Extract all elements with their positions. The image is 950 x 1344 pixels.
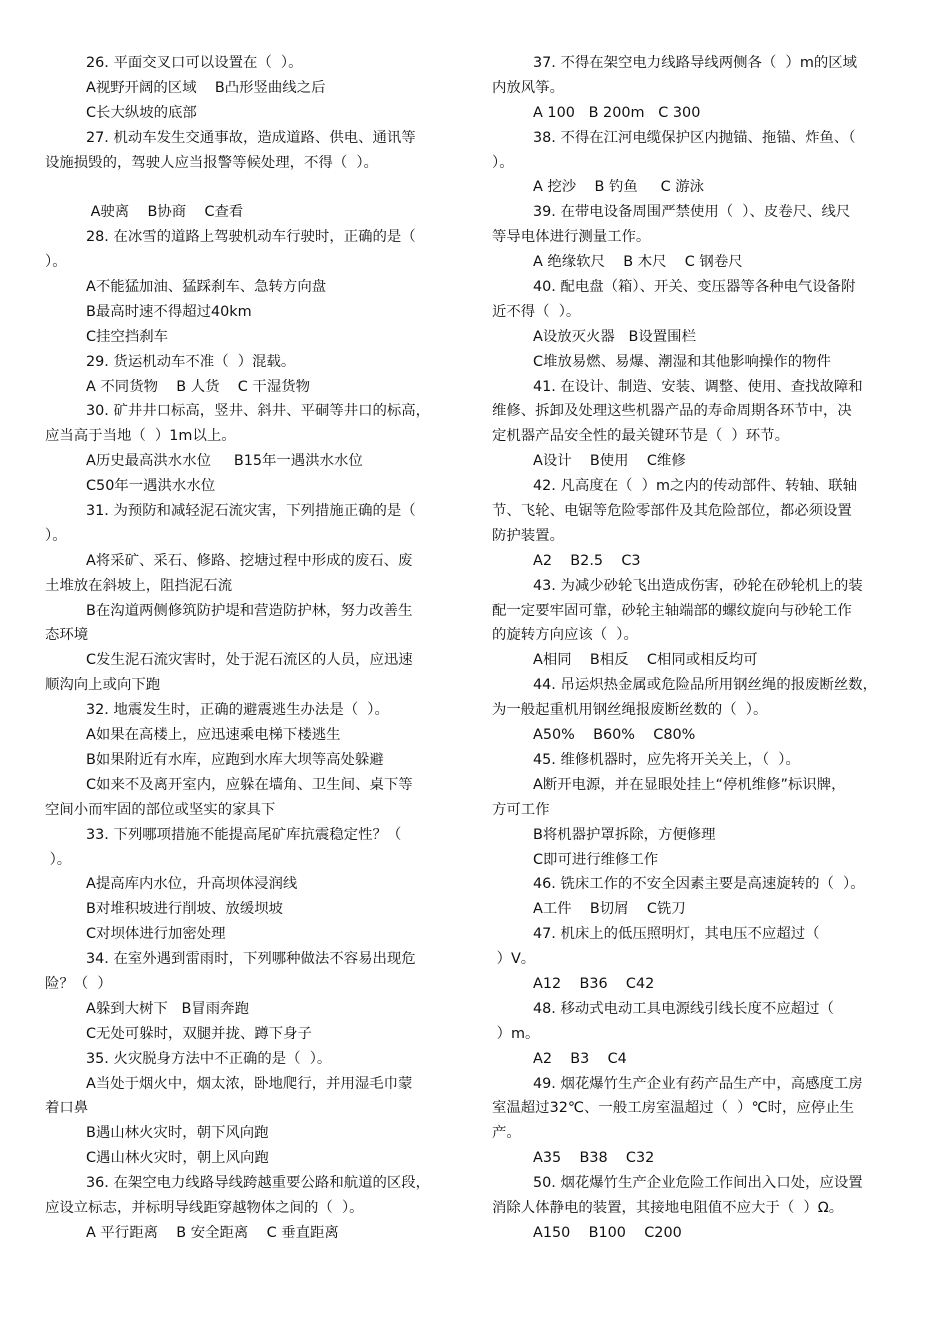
text-line: 48. 移动式电动工具电源线引线长度不应超过（ xyxy=(533,1000,834,1017)
text-line: 27. 机动车发生交通事故，造成道路、供电、通讯等 xyxy=(86,129,416,146)
text-line xyxy=(45,175,468,200)
text-line: A 挖沙 B 钓鱼 C 游泳 xyxy=(533,179,705,196)
text-line: A 绝缘软尺 B 木尺 C 钢卷尺 xyxy=(533,254,743,271)
text-line: 29. 货运机动车不准（ ）混载。 xyxy=(86,353,296,370)
text-line: C堆放易燃、易爆、潮湿和其他影响操作的物件 xyxy=(533,353,831,370)
text-line: ）V。 xyxy=(492,951,536,968)
text-line: A35 B38 C32 xyxy=(533,1150,655,1167)
text-line: 33. 下列哪项措施不能提高尾矿库抗震稳定性？（ xyxy=(86,826,402,843)
text-line: A工件 B切屑 C铣刀 xyxy=(533,901,686,918)
text-line: C50年一遇洪水水位 xyxy=(86,478,216,495)
text-line: 应设立标志，并标明导线距穿越物体之间的（ ）。 xyxy=(45,1199,364,1216)
text-line: 消除人体静电的装置，其接地电阻值不应大于（ ）Ω。 xyxy=(492,1199,844,1216)
text-line: 空间小而牢固的部位或坚实的家具下 xyxy=(45,801,276,818)
text-line: 方可工作 xyxy=(492,801,550,818)
text-line: 产。 xyxy=(492,1125,521,1142)
text-line: B在沟道两侧修筑防护堤和营造防护林，努力改善生 xyxy=(86,602,413,619)
text-line: A历史最高洪水水位 B15年一遇洪水水位 xyxy=(86,453,363,470)
text-line: A12 B36 C42 xyxy=(533,975,655,992)
text-line: A2 B2.5 C3 xyxy=(533,552,641,569)
text-line: C即可进行维修工作 xyxy=(533,851,659,868)
text-line: 49. 烟花爆竹生产企业有药产品生产中，高感度工房 xyxy=(533,1075,863,1092)
text-line: A驶离 B协商 C查看 xyxy=(86,204,244,221)
text-line: A当处于烟火中，烟太浓，卧地爬行，并用湿毛巾蒙 xyxy=(86,1075,413,1092)
text-line: 的旋转方向应该（ ）。 xyxy=(492,627,638,644)
text-line: ）。 xyxy=(45,851,72,868)
text-line: 室温超过32℃、一般工房室温超过（ ）℃时，应停止生 xyxy=(492,1100,854,1117)
text-line: ）。 xyxy=(45,254,67,271)
text-line: 配一定要牢固可靠，砂轮主轴端部的螺纹旋向与砂轮工作 xyxy=(492,602,852,619)
text-line: 定机器产品安全性的最关键环节是（ ）环节。 xyxy=(492,428,789,445)
text-line: ）。 xyxy=(492,154,514,171)
text-line: 土堆放在斜坡上，阻挡泥石流 xyxy=(45,577,233,594)
text-line: 42. 凡高度在（ ）m之内的传动部件、转轴、联轴 xyxy=(533,478,858,495)
text-line: 为一般起重机用钢丝绳报废断丝数的（ ）。 xyxy=(492,702,768,719)
text-line: C对坝体进行加密处理 xyxy=(86,926,226,943)
right-column xyxy=(492,51,915,1246)
text-line: ）m。 xyxy=(492,1025,540,1042)
text-line: C长大纵坡的底部 xyxy=(86,104,197,121)
text-line: 40. 配电盘（箱）、开关、变压器等各种电气设备附 xyxy=(533,279,856,296)
text-line: C遇山林火灾时，朝上风向跑 xyxy=(86,1150,269,1167)
text-line: C挂空挡刹车 xyxy=(86,328,169,345)
text-line: 38. 不得在江河电缆保护区内抛锚、拖锚、炸鱼、（ xyxy=(533,129,856,146)
text-line: B如果附近有水库，应跑到水库大坝等高处躲避 xyxy=(86,751,384,768)
text-line: A视野开阔的区域 B凸形竖曲线之后 xyxy=(86,79,326,96)
text-line: 险？（ ） xyxy=(45,975,112,992)
text-line: 43. 为减少砂轮飞出造成伤害，砂轮在砂轮机上的装 xyxy=(533,577,863,594)
text-line: 37. 不得在架空电力线路导线两侧各（ ）m的区域 xyxy=(533,55,858,71)
text-line: ）。 xyxy=(45,527,67,544)
text-line: B最高时速不得超过40km xyxy=(86,303,252,320)
text-line: A50% B60% C80% xyxy=(533,727,696,744)
text-line: 28. 在冰雪的道路上驾驶机动车行驶时，正确的是（ xyxy=(86,229,416,246)
text-line: A断开电源，并在显眼处挂上“停机维修”标识牌， xyxy=(533,776,846,793)
text-line: 50. 烟花爆竹生产企业危险工作间出入口处，应设置 xyxy=(533,1175,863,1192)
text-line: 31. 为预防和减轻泥石流灾害，下列措施正确的是（ xyxy=(86,503,416,520)
text-line: 30. 矿井井口标高，竖井、斜井、平硐等井口的标高， xyxy=(86,403,431,420)
text-line: A 100 B 200m C 300 xyxy=(533,104,701,121)
text-line: A相同 B相反 C相同或相反均可 xyxy=(533,652,758,669)
text-line: 36. 在架空电力线路导线跨越重要公路和航道的区段， xyxy=(86,1175,431,1192)
text-line: 内放风筝。 xyxy=(492,79,564,96)
text-line: A 平行距离 B 安全距离 C 垂直距离 xyxy=(86,1224,339,1241)
text-line: 设施损毁的，驾驶人应当报警等候处理，不得（ ）。 xyxy=(45,154,378,171)
text-line: A2 B3 C4 xyxy=(533,1050,627,1067)
text-line: 着口鼻 xyxy=(45,1100,89,1117)
text-line: C无处可躲时，双腿并拢、蹲下身子 xyxy=(86,1025,312,1042)
text-line: 47. 机床上的低压照明灯，其电压不应超过（ xyxy=(533,926,820,943)
text-line: 等导电体进行测量工作。 xyxy=(492,229,651,246)
text-line: A将采矿、采石、修路、挖塘过程中形成的废石、废 xyxy=(86,552,413,569)
text-line: 顺沟向上或向下跑 xyxy=(45,677,161,694)
text-line: A 不同货物 B 人货 C 干湿货物 xyxy=(86,378,310,395)
text-line: 41. 在设计、制造、安装、调整、使用、查找故障和 xyxy=(533,378,863,395)
text-line: 45. 维修机器时，应先将开关关上，（ ）。 xyxy=(533,751,800,768)
text-line: A150 B100 C200 xyxy=(533,1224,682,1241)
text-line: 应当高于当地（ ）1m以上。 xyxy=(45,428,236,445)
text-line: A提高库内水位，升高坝体浸润线 xyxy=(86,876,298,893)
text-line: C如来不及离开室内，应躲在墙角、卫生间、桌下等 xyxy=(86,776,413,793)
text-line: 46. 铣床工作的不安全因素主要是高速旋转的（ ）。 xyxy=(533,876,865,893)
text-line: 近不得（ ）。 xyxy=(492,303,581,320)
text-line: B遇山林火灾时，朝下风向跑 xyxy=(86,1125,269,1142)
text-line: C发生泥石流灾害时，处于泥石流区的人员，应迅速 xyxy=(86,652,413,669)
text-line: 39. 在带电设备周围严禁使用（ ）、皮卷尺、线尺 xyxy=(533,204,851,221)
text-line: 维修、拆卸及处理这些机器产品的寿命周期各环节中，决 xyxy=(492,403,852,420)
left-column xyxy=(45,51,468,1246)
text-line: 态环境 xyxy=(45,627,89,644)
text-line: 35. 火灾脱身方法中不正确的是（ ）。 xyxy=(86,1050,332,1067)
text-line: B将机器护罩拆除，方便修理 xyxy=(533,826,716,843)
text-line: 34. 在室外遇到雷雨时，下列哪种做法不容易出现危 xyxy=(86,951,416,968)
text-line: A不能猛加油、猛踩刹车、急转方向盘 xyxy=(86,279,327,296)
text-line: 节、飞轮、电锯等危险零部件及其危险部位，都必须设置 xyxy=(492,503,852,520)
text-line: A躲到大树下 B冒雨奔跑 xyxy=(86,1000,249,1017)
text-line: A如果在高楼上，应迅速乘电梯下楼逃生 xyxy=(86,727,341,744)
text-line: A设放灭火器 B设置围栏 xyxy=(533,328,696,345)
text-line: 44. 吊运炽热金属或危险品所用钢丝绳的报废断丝数， xyxy=(533,677,878,694)
text-line: A设计 B使用 C维修 xyxy=(533,453,686,470)
text-line: 26. 平面交叉口可以设置在（ ）。 xyxy=(86,55,303,71)
text-line: 32. 地震发生时，正确的避震逃生办法是（ ）。 xyxy=(86,702,389,719)
text-line: B对堆积坡进行削坡、放缓坝坡 xyxy=(86,901,283,918)
text-line: 防护装置。 xyxy=(492,527,564,544)
